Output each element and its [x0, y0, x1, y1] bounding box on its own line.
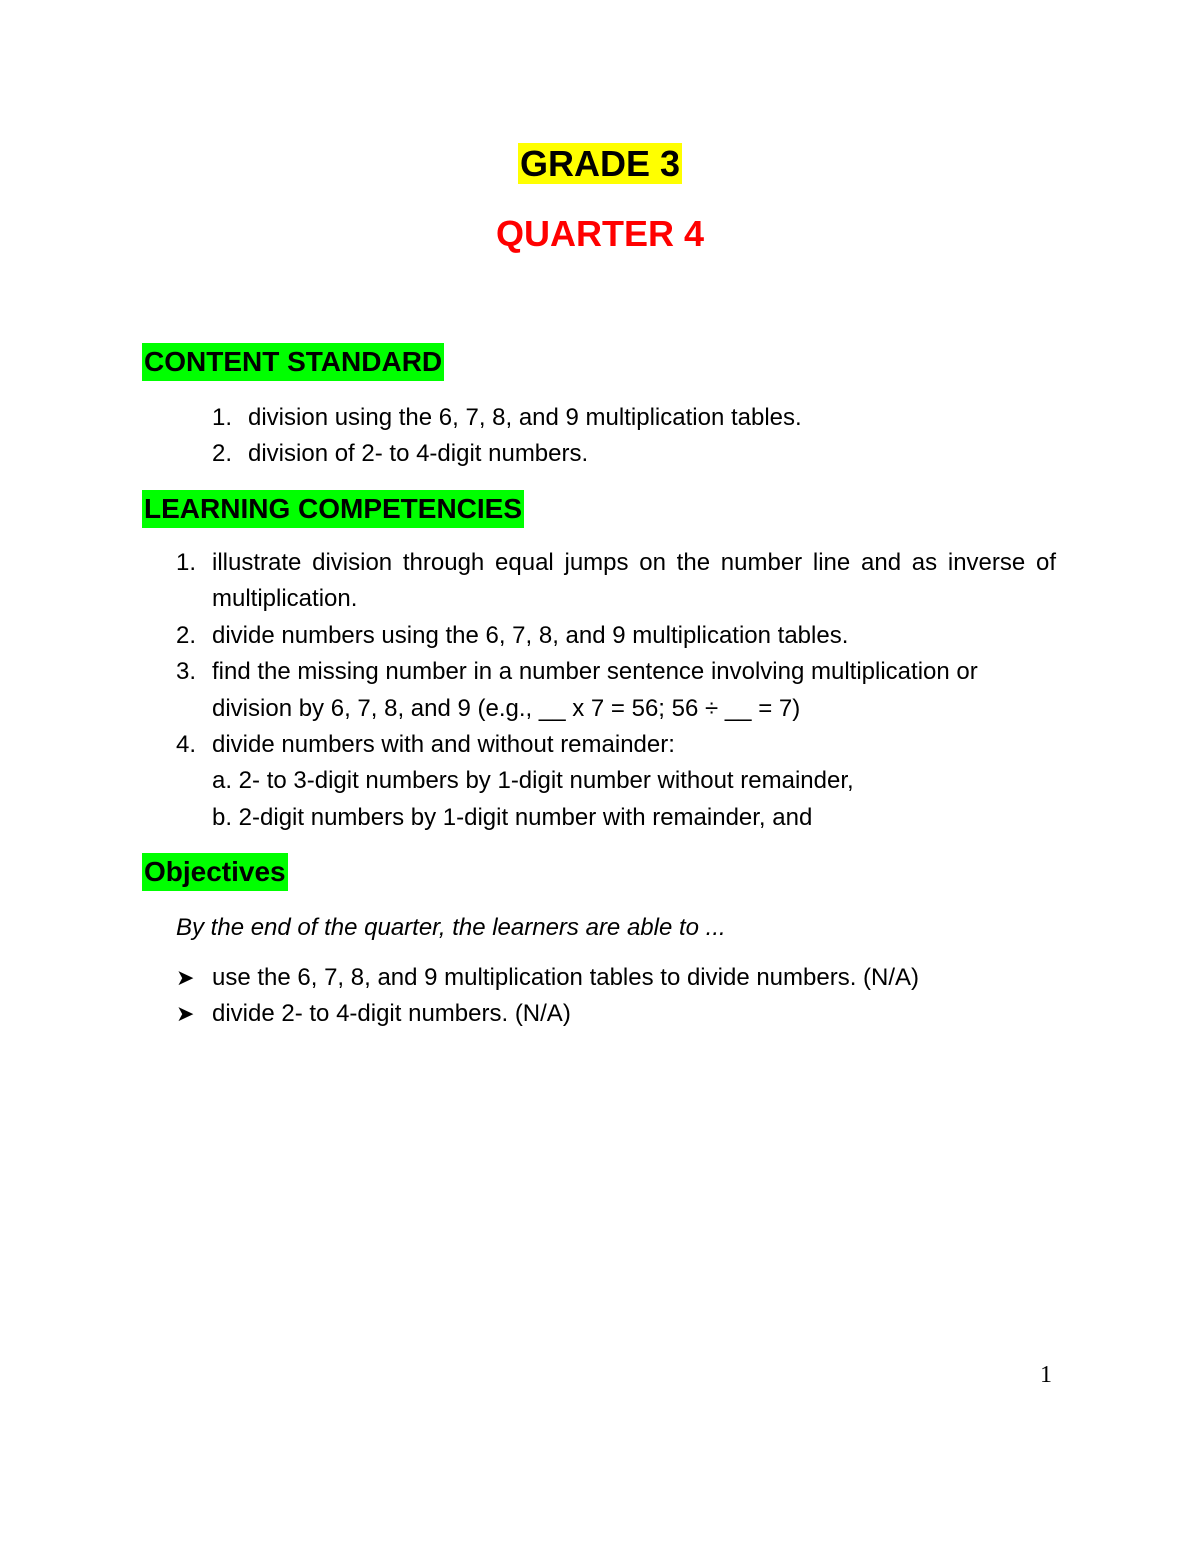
list-text: divide 2- to 4-digit numbers. (N/A): [212, 1000, 571, 1028]
content-standard-list: [212, 400, 948, 473]
sub-list-item: b. 2-digit numbers by 1-digit number with remainder, and: [212, 803, 813, 831]
list-number: 4.: [176, 731, 197, 759]
list-number: 2.: [176, 621, 197, 649]
list-text: illustrate division through equal jumps on the number line and as inverse of multiplication.: [212, 549, 1056, 613]
list-text: use the 6, 7, 8, and 9 multiplication tables to divide numbers. (N/A): [212, 964, 920, 991]
list-number: 1.: [176, 549, 197, 576]
list-item: [212, 400, 948, 436]
objectives-list: [176, 960, 1056, 1033]
learning-competencies-list: [176, 545, 1056, 836]
sub-list-item: a. 2- to 3-digit numbers by 1-digit number without remainder,: [212, 767, 854, 795]
quarter-title: [0, 213, 1200, 255]
list-item: [176, 618, 1056, 654]
list-item: [176, 727, 1056, 836]
list-text: find the missing number in a number sentence involving multiplication or division by 6, 7, 8, and 9 (e.g., __ x 7 = 56; 56 ÷ __ = 7): [212, 658, 978, 722]
arrow-bullet-icon: ➤: [176, 965, 195, 990]
objectives-intro: By the end of the quarter, the learners are able to ...: [176, 914, 726, 941]
learning-competencies-heading: LEARNING COMPETENCIES: [142, 490, 524, 528]
objectives-heading: Objectives: [142, 853, 288, 891]
list-number: 3.: [176, 658, 197, 686]
list-item: [176, 545, 1056, 618]
page-number: 1: [1040, 1362, 1052, 1388]
grade-title: [0, 143, 1200, 185]
list-item: [176, 960, 1056, 996]
list-item: [176, 996, 1056, 1032]
list-text: divide numbers with and without remainder:: [212, 731, 675, 759]
quarter-title-text: QUARTER 4: [495, 213, 705, 254]
arrow-bullet-icon: ➤: [176, 1001, 195, 1027]
list-text: division using the 6, 7, 8, and 9 multiplication tables.: [248, 404, 802, 431]
content-standard-heading: CONTENT STANDARD: [142, 343, 444, 381]
list-text: divide numbers using the 6, 7, 8, and 9 multiplication tables.: [212, 621, 849, 649]
list-item: [212, 436, 948, 472]
list-number: 1.: [212, 404, 233, 431]
list-item: [176, 654, 1056, 727]
list-text: division of 2- to 4-digit numbers.: [248, 440, 589, 468]
list-number: 2.: [212, 440, 233, 468]
grade-title-text: GRADE 3: [519, 143, 681, 184]
